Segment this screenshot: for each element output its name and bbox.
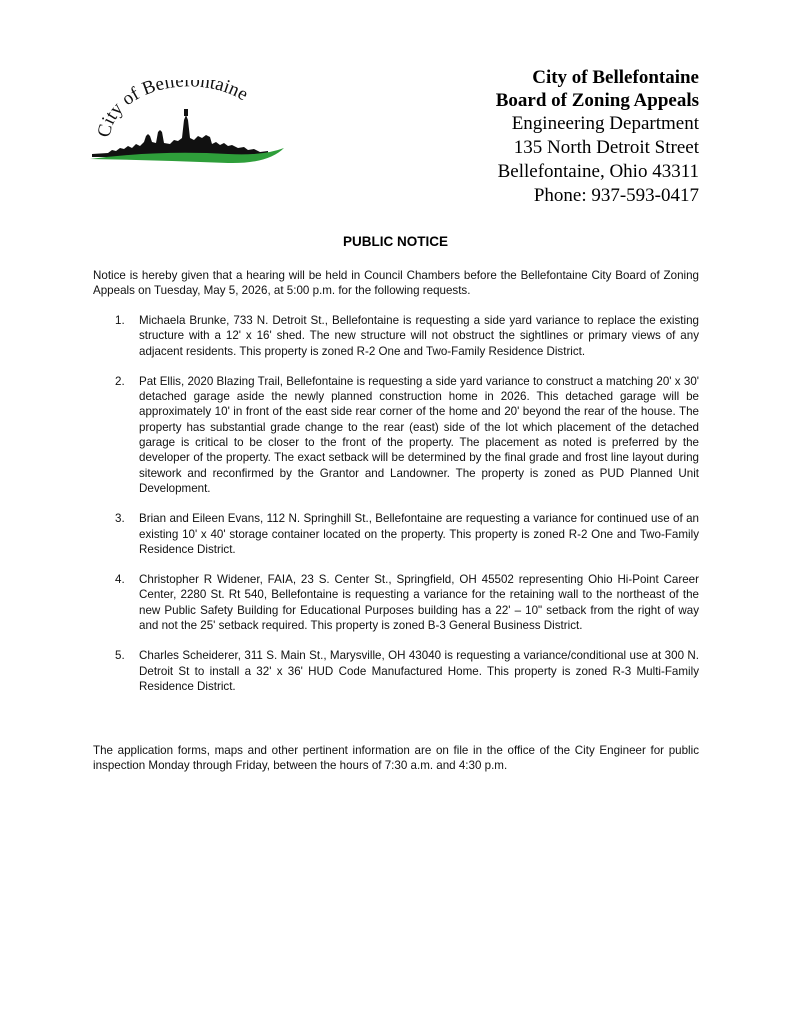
- city-name: City of Bellefontaine: [532, 67, 699, 88]
- city-logo: [88, 80, 288, 170]
- request-text: Michaela Brunke, 733 N. Detroit St., Bellefontaine is requesting a side yard variance to replace the existing structure with a 12' x 16' shed. The new structure will not obstruct the sightlines or primary views of any adjacent residents. This property is zoned R-2 One and Two-Family Residence District.: [139, 314, 699, 358]
- request-number: 2.: [115, 374, 125, 388]
- street-address: 135 North Detroit Street: [513, 137, 699, 158]
- request-text: Brian and Eileen Evans, 112 N. Springhill St., Bellefontaine are requesting a variance for continued use of an existing 10' x 40' storage container located on the property. This property is zoned R-2 One and Two-Family Residence District.: [139, 512, 699, 556]
- request-number: 3.: [115, 512, 125, 526]
- logo-text: City of Bellefontaine: [93, 80, 252, 139]
- request-item: [93, 374, 699, 496]
- request-text: Christopher R Widener, FAIA, 23 S. Center St., Springfield, OH 45502 representing Ohio Hi-Point Career Center, 2280 St. Rt 540, Bellefontaine is requesting a variance for the retaining wall to the northeast of the new Public Safety Building for Educational Purposes building has a 22' – 10" setback from the right of way and not the 25' setback required. This property is zoned B-3 General Business District.: [139, 573, 699, 633]
- intro-paragraph: Notice is hereby given that a hearing will be held in Council Chambers before the Bellefontaine City Board of Zoning Appeals on Tuesday, May 5, 2026, at 5:00 p.m. for the following requests.: [93, 269, 699, 298]
- request-item: [93, 572, 699, 633]
- closing-paragraph: The application forms, maps and other pertinent information are on file in the office of the City Engineer for public inspection Monday through Friday, between the hours of 7:30 a.m. and 4:30 p.m.: [93, 744, 699, 773]
- spire-shape: [184, 109, 188, 116]
- phone-number: Phone: 937-593-0417: [533, 185, 699, 206]
- request-item: [93, 313, 699, 359]
- request-number: 4.: [115, 573, 125, 587]
- city-logo-graphic: [88, 80, 288, 170]
- board-name: Board of Zoning Appeals: [495, 90, 699, 111]
- department-name: Engineering Department: [511, 113, 699, 134]
- request-number: 5.: [115, 649, 125, 663]
- request-list: [93, 313, 699, 709]
- request-item: [93, 648, 699, 694]
- request-text: Pat Ellis, 2020 Blazing Trail, Bellefontaine is requesting a side yard variance to construct a matching 20' x 30' detached garage aside the newly planned construction home in 2026. This detached garage will be approximately 10' in front of the east side rear corner of the home and 20' beyond the rear of the house. The property has substantial grade change to the rear (east) side of the lot which placement of the detached garage is critical to be closer to the front of the property. The placement as noted is preferred by the developer of the property. The exact setback will be determined by the final grade and frost line layout during sitework and reconfirmed by the Grantor and Landowner. The property is zoned as PUD Planned Unit Development.: [139, 374, 699, 495]
- request-number: 1.: [115, 314, 125, 327]
- notice-title: PUBLIC NOTICE: [342, 234, 448, 249]
- letterhead: [496, 66, 699, 208]
- request-item: [93, 511, 699, 557]
- city-state-zip: Bellefontaine, Ohio 43311: [497, 161, 699, 182]
- request-text: Charles Scheiderer, 311 S. Main St., Marysville, OH 43040 is requesting a variance/conditional use at 300 N. Detroit St to install a 32' x 36' HUD Code Manufactured Home. This property is zoned R-3 Multi-Family Residence District.: [139, 649, 699, 693]
